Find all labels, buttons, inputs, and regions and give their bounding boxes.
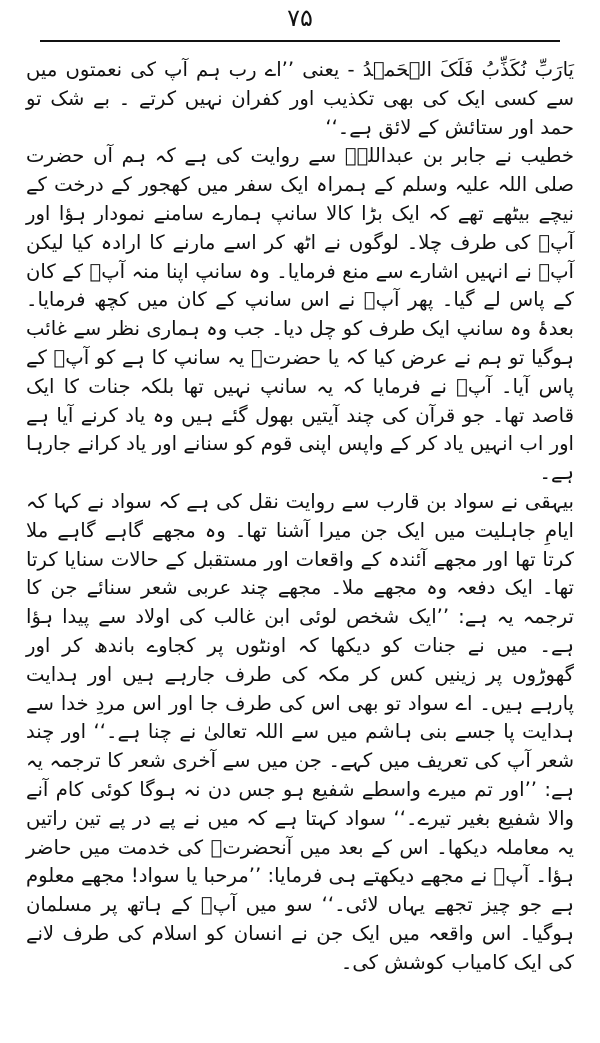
paragraph-2: خطیب نے جابر بن عبداللہؓ سے روایت کی ہے کہ ہم آں حضرت صلی اللہ علیہ وسلم کے ہمراہ ایک سفر میں کھجور کے درخت کے نیچے بیٹھے تھے کہ ایک بڑا کالا سانپ ہمارے سامنے نمودار ہؤا اور آپؐ کی طرف چلا۔ لوگوں نے اٹھ کر اسے مارنے کا ارادہ کیا لیکن آپؐ نے انہیں اشارے سے منع فرمایا۔ وہ سانپ اپنا منہ آپؐ کے کان کے پاس لے گیا۔ پھر آپؐ نے اس سانپ کے کان میں کچھ فرمایا۔ بعدۂ وہ سانپ ایک طرف کو چل دیا۔ جب وہ ہماری نظر سے غائب ہوگیا تو ہم نے عرض کیا کہ یا حضرتؐ یہ سانپ کا ہے کو آپؐ کے پاس آیا۔ آپؐ نے فرمایا کہ یہ سانپ نہیں تھا بلکہ جنات کا ایک قاصد تھا۔ جو قرآن کی چند آیتیں بھول گئے ہیں وہ یاد کرنے آیا ہے اور اب انہیں یاد کر کے واپس اپنی قوم کو سنانے اور یاد کرانے جارہا ہے۔: [26, 144, 574, 485]
page-number: ۷۵: [287, 4, 313, 32]
page-body: [26, 56, 574, 1036]
header-rule: [40, 40, 560, 42]
paragraph-1: یَارَبِّ نُکَذِّبُ فَلَکَ الۡحَمۡدُ - یعنی ’’اے رب ہم آپ کی نعمتوں میں سے کسی ایک کی بھی تکذیب اور کفران نہیں کرتے ۔ بے شک تو حمد اور ستائش کے لائق ہے۔‘‘: [26, 58, 574, 139]
paragraph-3: بیہقی نے سواد بن قارب سے روایت نقل کی ہے کہ سواد نے کہا کہ ایامِ جاہلیت میں ایک جن میرا آشنا تھا۔ وہ مجھے گاہے گاہے ملا کرتا تھا اور مجھے آئندہ کے واقعات اور مستقبل کے حالات سنایا کرتا تھا۔ ایک دفعہ وہ مجھے ملا۔ مجھے چند عربی شعر سنائے جن کا ترجمہ یہ ہے: ’’ایک شخص لوئی ابن غالب کی اولاد سے پیدا ہؤا ہے۔ میں نے جنات کو دیکھا کہ اونٹوں پر کجاوے باندھ کر اور گھوڑوں پر زینیں کس کر مکہ کی طرف جارہے ہیں اور ہدایت پارہے ہیں۔ اے سواد تو بھی اس کی طرف جا اور اس مردِ خدا سے ہدایت پا جسے بنی ہاشم میں سے اللہ تعالیٰ نے چنا ہے۔‘‘ اور چند شعر آپ کی تعریف میں کہے۔ جن میں سے آخری شعر کا ترجمہ یہ ہے: ’’اور تم میرے واسطے شفیع ہو جس دن نہ ہوگا کوئی کام آنے والا شفیع بغیر تیرے۔‘‘ سواد کہتا ہے کہ میں نے پے در پے تین راتیں یہ معاملہ دیکھا۔ اس کے بعد میں آنحضرتؐ کی خدمت میں حاضر ہؤا۔ آپؐ نے مجھے دیکھتے ہی فرمایا: ’’مرحبا یا سواد! مجھے معلوم ہے جو چیز تجھے یہاں لائی۔‘‘ سو میں آپؐ کے ہاتھ پر مسلمان ہوگیا۔ اس واقعہ میں ایک جن نے انسان کو اسلام کی طرف لانے کی ایک کامیاب کوشش کی۔: [26, 489, 574, 974]
